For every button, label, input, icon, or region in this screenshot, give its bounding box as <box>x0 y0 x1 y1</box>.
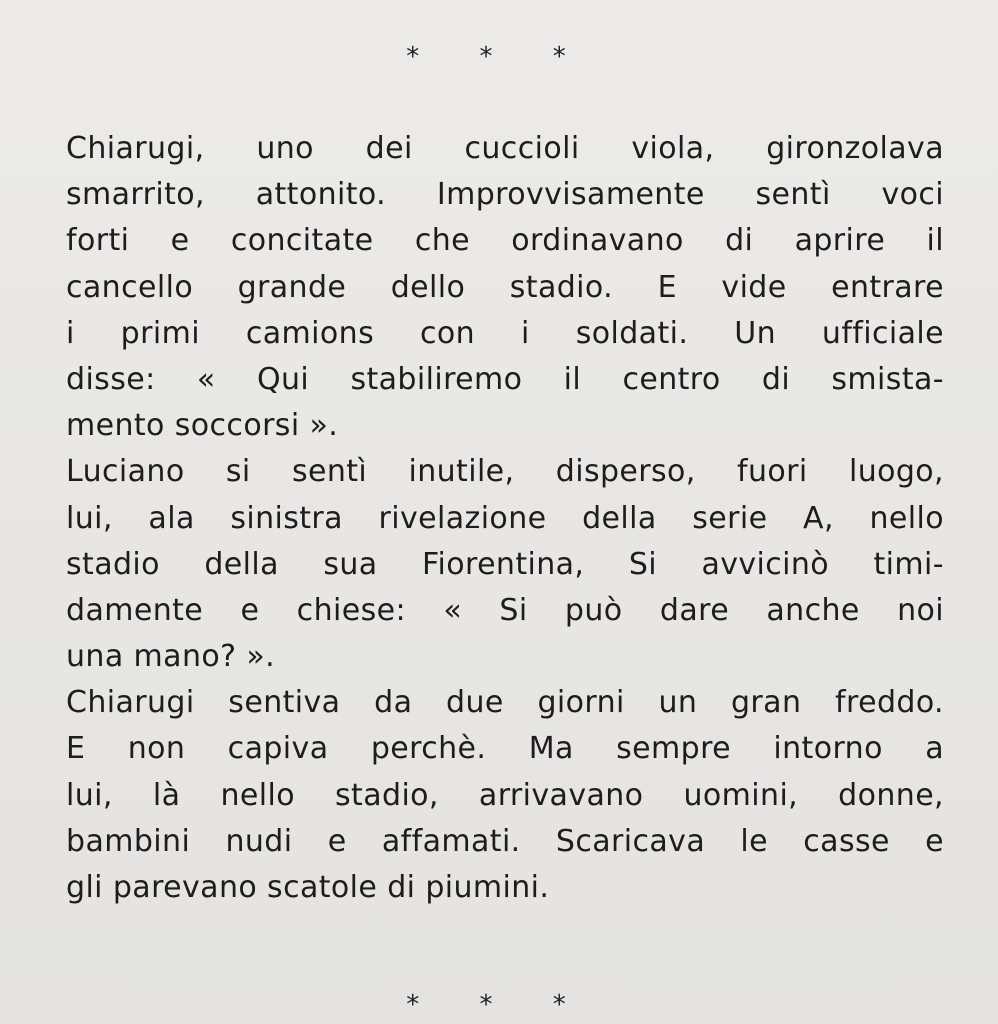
text-line: disse: « Qui stabiliremo il centro di smista- <box>66 361 944 397</box>
paragraph-2 <box>66 449 944 680</box>
text-line: Chiarugi sentiva da due giorni un gran freddo. <box>66 685 944 721</box>
text-line: lui, là nello stadio, arrivavano uomini, donne, <box>66 777 944 813</box>
text-line: E non capiva perchè. Ma sempre intorno a <box>66 731 944 767</box>
text-line: damente e chiese: « Si può dare anche noi <box>66 592 944 628</box>
paragraph-1 <box>66 126 944 449</box>
text-line: stadio della sua Fiorentina, Si avvicinò timi- <box>66 546 944 582</box>
section-separator-top: * * * <box>406 42 592 72</box>
text-line: cancello grande dello stadio. E vide entrare <box>66 269 944 305</box>
text-line: bambini nudi e affamati. Scaricava le casse e <box>66 823 944 859</box>
text-line: smarrito, attonito. Improvvisamente sentì voci <box>66 177 944 213</box>
section-separator-bottom: * * * <box>406 990 592 1020</box>
paragraph-3 <box>66 680 944 911</box>
text-line: forti e concitate che ordinavano di aprire il <box>66 223 944 259</box>
text-line: lui, ala sinistra rivelazione della serie A, nello <box>66 500 944 536</box>
text-line: Chiarugi, uno dei cuccioli viola, gironzolava <box>66 131 944 166</box>
text-line: una mano? ». <box>66 639 276 675</box>
text-line: mento soccorsi ». <box>66 408 339 444</box>
text-line: Luciano si sentì inutile, disperso, fuori luogo, <box>66 454 944 490</box>
text-line: i primi camions con i soldati. Un ufficiale <box>66 315 944 351</box>
text-line: gli parevano scatole di piumini. <box>66 870 550 905</box>
body-text <box>66 126 944 911</box>
